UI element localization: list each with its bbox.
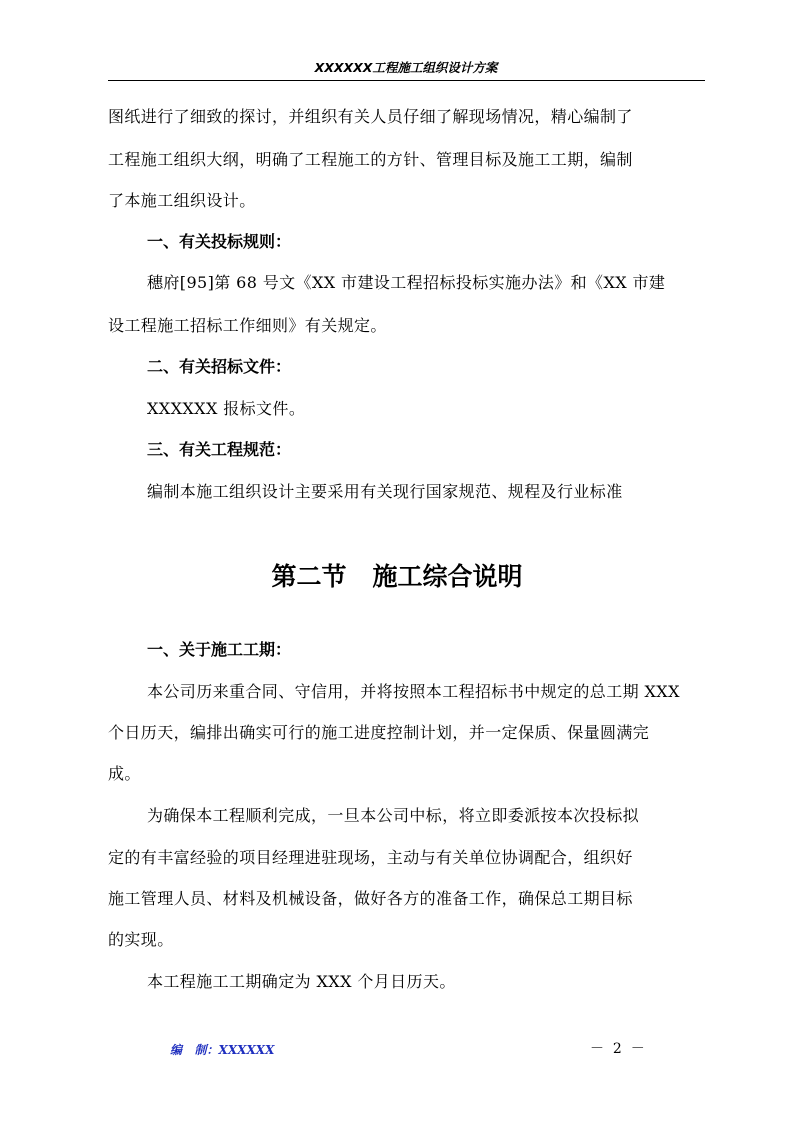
intro-line-3: 了本施工组织设计。	[108, 191, 256, 210]
footer-page-number: － 2 －	[590, 1041, 645, 1057]
period-para2-line-3: 施工管理人员、材料及机械设备，做好各方的准备工作，确保总工期目标	[108, 889, 633, 908]
engineering-standards-line: 编制本施工组织设计主要采用有关现行国家规范、规程及行业标准	[147, 482, 623, 501]
period-para2-line-4: 的实现。	[108, 930, 174, 949]
heading-tender-documents: 二、有关招标文件：	[147, 357, 292, 376]
period-para1-line-3: 成。	[108, 764, 141, 783]
period-para2-line-1: 为确保本工程顺利完成，一旦本公司中标，将立即委派按本次投标拟	[147, 806, 640, 825]
header-divider	[108, 80, 705, 81]
bidding-rules-line-2: 设工程施工招标工作细则》有关规定。	[108, 316, 387, 335]
intro-line-1: 图纸进行了细致的探讨，并组织有关人员仔细了解现场情况，精心编制了	[108, 107, 633, 126]
intro-line-2: 工程施工组织大纲，明确了工程施工的方针、管理目标及施工工期，编制	[108, 150, 633, 169]
period-para3-line: 本工程施工工期确定为 XXX 个月日历天。	[147, 972, 456, 991]
heading-construction-period: 一、关于施工工期：	[147, 640, 292, 659]
page-header-title: XXXXXX工程施工组织设计方案	[314, 60, 498, 75]
chapter-title: 第二节 施工综合说明	[271, 562, 523, 591]
bidding-rules-line-1: 穗府[95]第 68 号文《XX 市建设工程招标投标实施办法》和《XX 市建	[147, 273, 666, 292]
tender-documents-line: XXXXXX 报标文件。	[147, 399, 306, 418]
period-para1-line-1: 本公司历来重合同、守信用，并将按照本工程招标书中规定的总工期 XXX	[147, 682, 680, 701]
period-para1-line-2: 个日历天，编排出确实可行的施工进度控制计划，并一定保质、保量圆满完	[108, 723, 650, 742]
footer-compiler: 编 制：XXXXXX	[170, 1043, 275, 1057]
heading-engineering-standards: 三、有关工程规范：	[147, 440, 292, 459]
period-para2-line-2: 定的有丰富经验的项目经理进驻现场，主动与有关单位协调配合，组织好	[108, 848, 633, 867]
heading-bidding-rules: 一、有关投标规则：	[147, 232, 292, 251]
